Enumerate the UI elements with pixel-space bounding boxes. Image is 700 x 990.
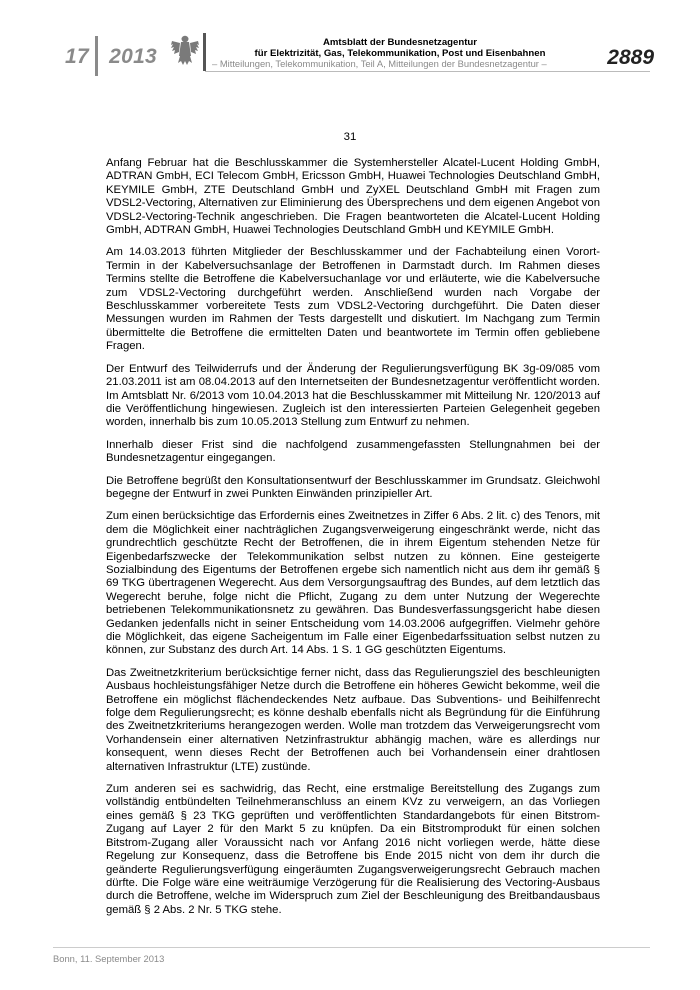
paragraph: Am 14.03.2013 führten Mitglieder der Beschlusskammer und der Fachabteilung einen Vorort-Termin in der Kabelversuchsanlage der Betroffenen in Darmstadt durch. Im Rahmen dieses Termins stellte die Betroffene die Kabelversuchanlage vor und erläuterte, wie die Kabelversuche zum VDSL2-Vectoring durchgeführt werden. Anschließend wurden nach Vorgabe der Beschlusskammer vorbereitete Tests zum VDSL2-Vectoring durchgeführt. Die Daten dieser Messungen wurden im Rahmen der Tests dargestellt und diskutiert. Im Nachgang zum Termin übermittelte die Betroffene die ermittelten Daten und beantwortete im Termin offen gebliebene Fragen. [106,246,600,353]
issue-separator [95,36,98,76]
page-number: 2889 [607,46,654,69]
footer-place-date: Bonn, 11. September 2013 [53,953,165,964]
paragraph: Zum einen berücksichtige das Erfordernis eines Zweitnetzes in Ziffer 6 Abs. 2 lit. c) des Tenors, mit dem die Möglichkeit einer nachträglichen Zugangsverweigerung eingeschränkt werde, nicht das grundrechtlich geschützte Recht der Betroffenen, die in ihrem Eigentum stehenden Netze für Eigenbedarfszwecke der Telekommunikation selbst nutzen zu können. Eine gesteigerte Sozialbindung des Eigentums der Betroffenen ergebe sich namentlich nicht aus dem ihr gemäß § 69 TKG übertragenen Wegerecht. Aus dem Versorgungsauftrag des Bundes, auf dem letztlich das Wegerecht beruhe, folge nicht die Pflicht, Zugang zu dem unter Nutzung der Wegerechte betriebenen Telekommunikationsnetz zu gewähren. Das Bundesverfassungsgericht habe diesen Gedanken jedenfalls nicht in seiner Entscheidung vom 14.03.2006 aufgegriffen. Vielmehr gehöre die Möglichkeit, das eigene Sacheigentum im Falle einer Eigenbedarfssituation selbst nutzen zu können, zur Substanz des durch Art. 14 Abs. 1 S. 1 GG geschützten Eigentums. [106,510,600,657]
paragraph: Innerhalb dieser Frist sind die nachfolgend zusammengefassten Stellungnahmen bei der Bundesnetzagentur eingegangen. [106,438,600,465]
federal-eagle-icon [170,34,200,66]
footer-rule [53,947,650,948]
body-text [106,157,600,926]
issue-indicator [65,45,157,69]
paragraph: Das Zweitnetzkriterium berücksichtige ferner nicht, dass das Regulierungsziel des beschleunigten Ausbaus hochleistungsfähiger Netze durch die Betroffene ein höheres Gewicht bekomme, weil die Betroffene ein möglichst flächendeckendes Netz aufbaue. Das Subventions- und Beihilfenrecht folge dem Regulierungsrecht; es könne deshalb ebenfalls nicht als Begründung für die Einführung des Zweitnetzkriteriums herangezogen werden. Wolle man trotzdem das Verweigerungsrecht vom Vorhandensein einer alternativen Netzinfrastruktur abhängig machen, wäre es allerdings nur konsequent, wenn dieses Recht der Betroffenen auch bei Vorhandensein einer drahtlosen alternativen Infrastruktur (LTE) zustünde. [106,666,600,773]
issue-number: 17 [65,45,89,68]
publication-title: Amtsblatt der Bundesnetzagentur [322,37,478,48]
issue-year: 2013 [109,45,158,68]
header-rule [205,71,650,72]
paragraph: Der Entwurf des Teilwiderrufs und der Änderung der Regulierungsverfügung BK 3g-09/085 vom 21.03.2011 ist am 08.04.2013 auf den Internetseiten der Bundesnetzagentur veröffentlicht worden. Im Amtsblatt Nr. 6/2013 vom 10.04.2013 hat die Beschlusskammer mit Mitteilung Nr. 120/2013 auf die Veröffentlichung hingewiesen. Zugleich ist den interessierten Parteien Gelegenheit gegeben worden, innerhalb bis zum 10.05.2013 Stellung zum Entwurf zu nehmen. [106,362,600,429]
publication-subtitle: für Elektrizität, Gas, Telekommunikation, Post und Eisenbahnen [254,48,546,59]
paragraph: Zum anderen sei es sachwidrig, das Recht, eine erstmalige Bereitstellung des Zugangs zum vollständig entbündelten Teilnehmeranschluss an einem KVz zu verweigern, an das Vorliegen eines gemäß § 23 TKG geprüften und veröffentlichten Standardangebots für einen Bitstrom-Zugang auf Layer 2 für den Markt 5 zu knüpfen. Da ein Bitstromprodukt für einen solchen Bitstrom-Zugang aller Voraussicht nach vor Anfang 2016 nicht vorliegen werde, hätte diese Regelung zur Konsequenz, dass die Betroffene bis Ende 2015 nicht von dem ihr durch die geänderte Regulierungsverfügung eingeräumten Zugangsverweigerungsrecht Gebrauch machen dürfte. Die Folge wäre eine weiträumige Verzögerung für die Realisierung des Vectoring-Ausbaus durch die Betroffene, welche im Widerspruch zum Ziel der Beschleunigung des Breitbandausbaus gemäß § 2 Abs. 2 Nr. 5 TKG stehe. [106,783,600,916]
paragraph: Anfang Februar hat die Beschlusskammer die Systemhersteller Alcatel-Lucent Holding GmbH, ADTRAN GmbH, ECI Telecom GmbH, Ericsson GmbH, Huawei Technologies Deutschland GmbH, KEYMILE GmbH, ZTE Deutschland GmbH und ZyXEL Deutschland GmbH mit Fragen zum VDSL2-Vectoring, Alternativen zur Eliminierung des Übersprechens und dem eigenen Angebot von VDSL2-Vectoring-Technik angeschrieben. Die Fragen beantworteten die Alcatel-Lucent Holding GmbH, ADTRAN GmbH, Huawei Technologies Deutschland GmbH und KEYMILE GmbH. [106,157,600,237]
section-subtitle: – Mitteilungen, Telekommunikation, Teil A, Mitteilungen der Bundesnetzagentur – [212,58,547,69]
paragraph: Die Betroffene begrüßt den Konsultationsentwurf der Beschlusskammer im Grundsatz. Gleichwohl begegne der Entwurf in zwei Punkten Einwänden prinzipieller Art. [106,474,600,500]
section-number: 31 [343,131,357,143]
